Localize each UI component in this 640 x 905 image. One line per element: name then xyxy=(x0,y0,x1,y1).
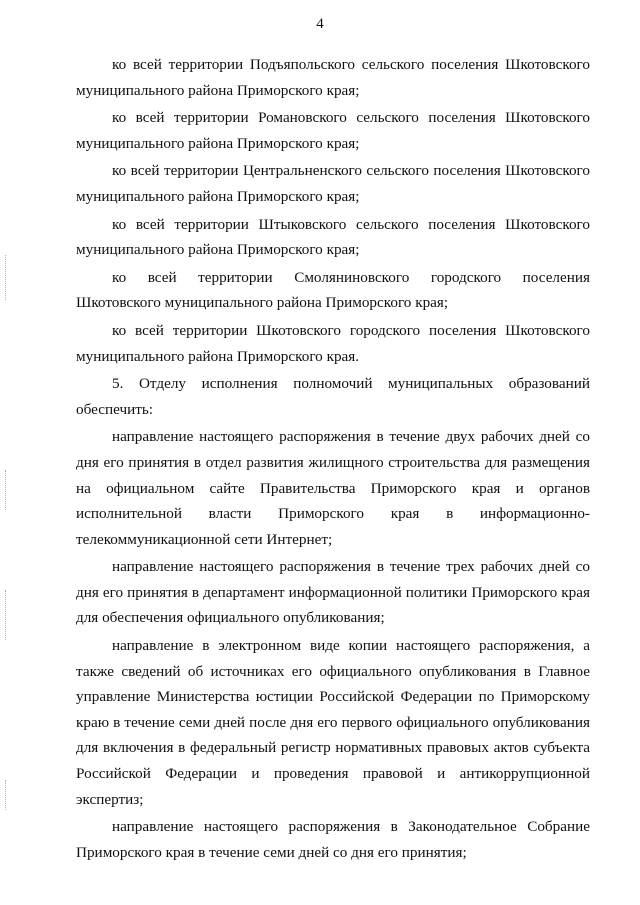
paragraph: направление в электронном виде копии настоящего распоряжения, а также сведений об источниках его официального опубликования в Главное управление Министерства юстиции Российской Федерации по Приморскому краю в течение семи дней после дня его первого официального опубликования для включения в федеральный регистр нормативных правовых актов субъекта Российской Федерации и проведения правовой и антикоррупционной экспертиз; xyxy=(76,637,590,808)
paragraph: ко всей территории Подъяпольского сельского поселения Шкотовского муниципального района Приморского края; xyxy=(76,56,590,99)
paragraph: направление настоящего распоряжения в Законодательное Собрание Приморского края в течение семи дней со дня его принятия; xyxy=(76,818,590,861)
paragraph: ко всей территории Смоляниновского городского поселения Шкотовского муниципального района Приморского края; xyxy=(76,268,590,312)
scan-margin-mark xyxy=(5,590,7,640)
paragraph: ко всей территории Шкотовского городского поселения Шкотовского муниципального района Приморского края. xyxy=(76,321,590,365)
scan-margin-mark xyxy=(5,255,7,300)
paragraph: направление настоящего распоряжения в течение трех рабочих дней со дня его принятия в департамент информационной политики Приморского края для обеспечения официального опубликования; xyxy=(76,558,590,627)
page-number: 4 xyxy=(316,16,324,32)
paragraph: направление настоящего распоряжения в течение двух рабочих дней со дня его принятия в отдел развития жилищного строительства для размещения на официальном сайте Правительства Приморского края и органов исполнительной власти Приморского края в информационно-телекоммуникационной сети Интернет; xyxy=(76,428,590,548)
document-body xyxy=(76,52,590,865)
paragraph-item-5: 5. Отделу исполнения полномочий муниципальных образований обеспечить: xyxy=(76,375,590,418)
paragraph: ко всей территории Романовского сельского поселения Шкотовского муниципального района Приморского края; xyxy=(76,109,590,152)
paragraph: ко всей территории Центральненского сельского поселения Шкотовского муниципального района Приморского края; xyxy=(76,162,590,205)
scan-margin-mark xyxy=(5,780,7,810)
scan-margin-mark xyxy=(5,470,7,510)
paragraph: ко всей территории Штыковского сельского поселения Шкотовского муниципального района Приморского края; xyxy=(76,215,590,259)
